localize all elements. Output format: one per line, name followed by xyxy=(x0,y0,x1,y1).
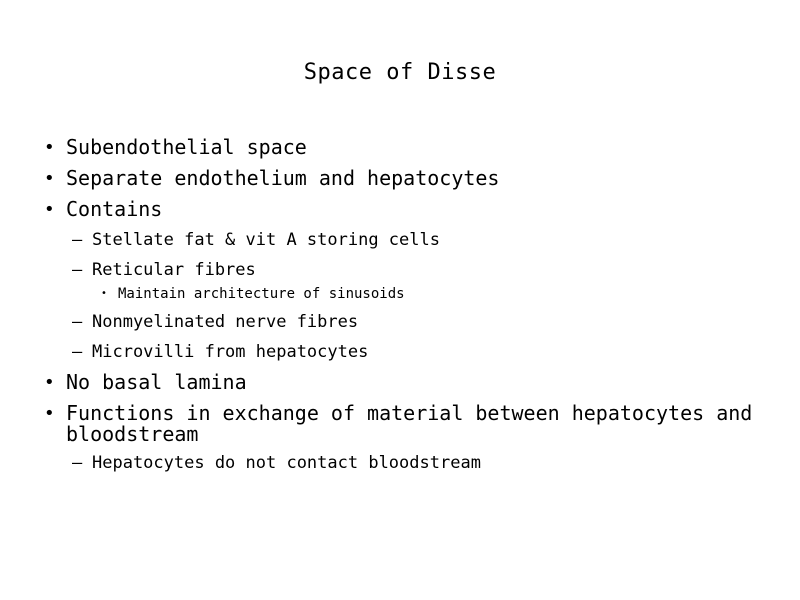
sub-bullet-item xyxy=(44,230,774,250)
sub-bullet-text: Microvilli from hepatocytes xyxy=(92,342,369,362)
dash-marker: – xyxy=(72,342,83,362)
bullet-list xyxy=(44,137,774,483)
sub-bullet-text: Hepatocytes do not contact bloodstream xyxy=(92,453,481,473)
dash-marker: – xyxy=(72,453,83,473)
bullet-marker: • xyxy=(44,372,55,393)
dash-marker: – xyxy=(72,260,83,280)
bullet-marker: • xyxy=(44,168,55,189)
sub-bullet-item xyxy=(44,260,774,280)
bullet-text: Separate endothelium and hepatocytes xyxy=(66,166,500,190)
bullet-text: No basal lamina xyxy=(66,370,247,394)
bullet-text: Functions in exchange of material between hepatocytes and bloodstream xyxy=(66,401,753,446)
sub-bullet-text: Stellate fat & vit A storing cells xyxy=(92,230,440,250)
bullet-marker: • xyxy=(44,403,55,424)
bullet-item xyxy=(44,403,774,445)
sub-sub-bullet-text: Maintain architecture of sinusoids xyxy=(118,286,405,302)
sub-bullet-text: Reticular fibres xyxy=(92,260,256,280)
sub-bullet-item xyxy=(44,312,774,332)
bullet-item xyxy=(44,137,774,158)
dash-marker: – xyxy=(72,312,83,332)
sub-bullet-text: Nonmyelinated nerve fibres xyxy=(92,312,359,332)
bullet-item xyxy=(44,372,774,393)
bullet-text: Subendothelial space xyxy=(66,135,307,159)
bullet-item xyxy=(44,168,774,189)
bullet-marker: • xyxy=(44,137,55,158)
slide-title: Space of Disse xyxy=(303,60,497,85)
sub-sub-bullet-item xyxy=(44,286,774,302)
bullet-marker: • xyxy=(44,199,55,220)
bullet-item xyxy=(44,199,774,220)
bullet-marker: • xyxy=(101,288,107,299)
bullet-text: Contains xyxy=(66,197,163,221)
sub-bullet-item xyxy=(44,453,774,473)
dash-marker: – xyxy=(72,230,83,250)
sub-bullet-item xyxy=(44,342,774,362)
